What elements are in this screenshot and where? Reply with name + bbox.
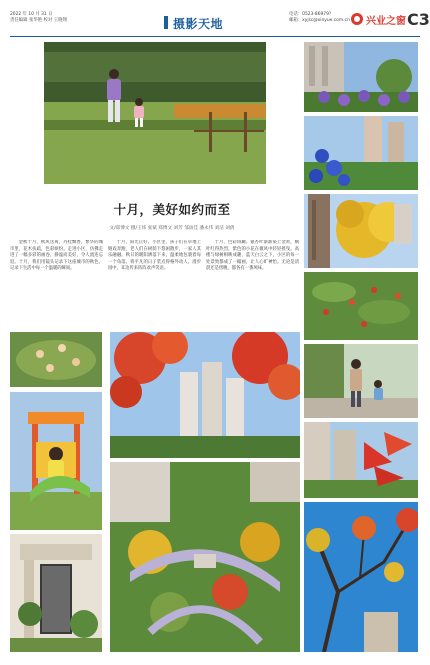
photo-flowering-shrub [10, 332, 102, 387]
photo-red-leaves [304, 422, 418, 498]
article-byline: 文/郑博文 摄/王炜 张斌 郑博文 刘芳 邹雨佳 潘永伟 刘洁 刘倩 [109, 226, 235, 231]
photo-yellow-tree [304, 194, 418, 268]
photo-grandma-toddler [304, 344, 418, 418]
email-address: 邮箱：xyjsc@xinyue.com.cn [289, 18, 350, 24]
article-paragraph: 十月，阳光正好。小区里，孩子们在草地上嬉戏奔跑，老人们在树荫下悠闲散步，一家人其乐融融。秋日的暖阳洒落下来，温柔地包裹着每一个角落，将平凡的日子装点得格外动人。漫步园中，耳边传来阵阵欢声笑语。 [108, 240, 201, 272]
photo-garden-aerial [110, 462, 300, 652]
photo-family-park [44, 42, 266, 184]
photo-purple-flowers [304, 42, 418, 112]
brand-name: 兴业之窗 [366, 16, 406, 27]
section-title: 摄影天地 [173, 17, 224, 31]
photo-maple-towers [110, 332, 300, 458]
phone-number: 电话：0523-86979? [289, 12, 332, 17]
photo-tree-branches [304, 502, 418, 652]
article-headline: 十月，美好如约而至 [113, 202, 231, 217]
article-column-3 [206, 240, 299, 323]
page-header [10, 9, 430, 37]
article-paragraph: 金秋十月，秋风送爽，丹桂飘香，繁华的城市里，花木扶疏，色彩缤纷。走进小区，仿佛走进了一幅多彩的画卷，静谧而美好，令人流连忘返。十月，我们用镜头记录下这座城市的秋色，记录下生活中每一个温暖的瞬间。 [10, 240, 103, 272]
photo-blue-flowers [304, 116, 418, 190]
photo-courtyard-gate [10, 534, 102, 652]
contact-info [289, 12, 350, 24]
editor-credits: 责任编辑 张华艳 校对 王晓翔 [10, 18, 67, 24]
article-column-2 [108, 240, 201, 323]
photo-red-berries [304, 272, 418, 340]
issue-meta [10, 12, 67, 24]
header-rule [10, 36, 420, 37]
page-number: C3 [407, 10, 430, 29]
section-marker [164, 16, 168, 29]
photo-child-playground [10, 392, 102, 530]
article-column-1 [10, 240, 103, 323]
issue-date: 2022 年 10 月 31 日 [10, 12, 53, 17]
logo-icon [351, 13, 363, 25]
article-paragraph: 十月，色彩斑斓。银杏叶渐渐染上金黄，枫叶红得热烈，紫色的小花在微风中轻轻摇曳。高楼与绿树相映成趣，蓝天白云之下，小区的每一处景致都成了一幅画，让人心旷神怡。无论是清晨还是傍晚，都各有一番风味。 [206, 240, 299, 272]
